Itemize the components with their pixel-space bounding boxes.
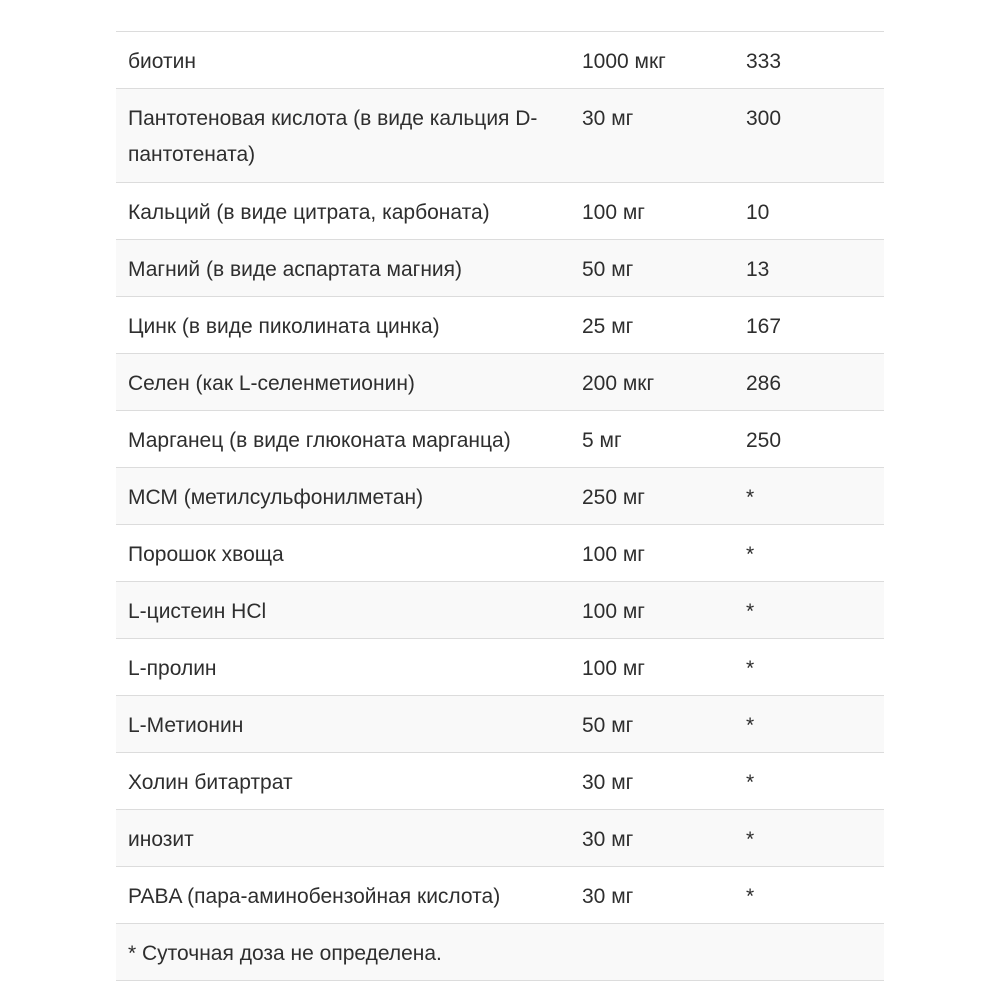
table-row (116, 582, 884, 639)
daily-value: * (736, 639, 884, 696)
daily-value: * (736, 696, 884, 753)
daily-value: 286 (736, 354, 884, 411)
table-row (116, 32, 884, 89)
ingredient-name: Магний (в виде аспартата магния) (116, 240, 574, 297)
daily-value: 13 (736, 240, 884, 297)
daily-value: 10 (736, 183, 884, 240)
ingredient-amount: 30 мг (574, 753, 736, 810)
footnote-text: * Суточная доза не определена. (116, 924, 884, 981)
ingredient-amount: 1000 мкг (574, 32, 736, 89)
table-row (116, 696, 884, 753)
daily-value: * (736, 468, 884, 525)
ingredient-name: биотин (116, 32, 574, 89)
ingredient-amount: 100 мг (574, 639, 736, 696)
daily-value: * (736, 753, 884, 810)
daily-value: * (736, 810, 884, 867)
supplement-facts-table (116, 31, 884, 981)
daily-value: 300 (736, 89, 884, 183)
ingredient-amount: 5 мг (574, 411, 736, 468)
ingredient-name: Марганец (в виде глюконата марганца) (116, 411, 574, 468)
daily-value: * (736, 525, 884, 582)
ingredient-amount: 30 мг (574, 867, 736, 924)
supplement-facts-table-container (116, 31, 884, 981)
table-row (116, 89, 884, 183)
ingredient-name: L-цистеин HCl (116, 582, 574, 639)
ingredient-name: Пантотеновая кислота (в виде кальция D-пантотената) (116, 89, 574, 183)
ingredient-name: инозит (116, 810, 574, 867)
ingredient-amount: 30 мг (574, 89, 736, 183)
table-row (116, 639, 884, 696)
table-row (116, 240, 884, 297)
daily-value: 167 (736, 297, 884, 354)
ingredient-name: Цинк (в виде пиколината цинка) (116, 297, 574, 354)
table-row (116, 183, 884, 240)
ingredient-amount: 200 мкг (574, 354, 736, 411)
ingredient-name: МСМ (метилсульфонилметан) (116, 468, 574, 525)
table-row (116, 297, 884, 354)
table-row (116, 411, 884, 468)
ingredient-name: Кальций (в виде цитрата, карбоната) (116, 183, 574, 240)
daily-value: * (736, 582, 884, 639)
ingredient-name: L-пролин (116, 639, 574, 696)
ingredient-name: PABA (пара-аминобензойная кислота) (116, 867, 574, 924)
ingredient-amount: 100 мг (574, 582, 736, 639)
table-row (116, 354, 884, 411)
ingredient-amount: 30 мг (574, 810, 736, 867)
ingredient-amount: 50 мг (574, 240, 736, 297)
ingredient-amount: 100 мг (574, 183, 736, 240)
ingredient-amount: 100 мг (574, 525, 736, 582)
ingredient-amount: 50 мг (574, 696, 736, 753)
ingredient-name: Селен (как L-селенметионин) (116, 354, 574, 411)
daily-value: 333 (736, 32, 884, 89)
table-row (116, 753, 884, 810)
table-row (116, 867, 884, 924)
footnote-row (116, 924, 884, 981)
daily-value: 250 (736, 411, 884, 468)
daily-value: * (736, 867, 884, 924)
table-row (116, 525, 884, 582)
ingredient-name: Холин битартрат (116, 753, 574, 810)
ingredient-amount: 25 мг (574, 297, 736, 354)
ingredient-name: Порошок хвоща (116, 525, 574, 582)
table-row (116, 468, 884, 525)
ingredient-amount: 250 мг (574, 468, 736, 525)
ingredient-name: L-Метионин (116, 696, 574, 753)
table-row (116, 810, 884, 867)
